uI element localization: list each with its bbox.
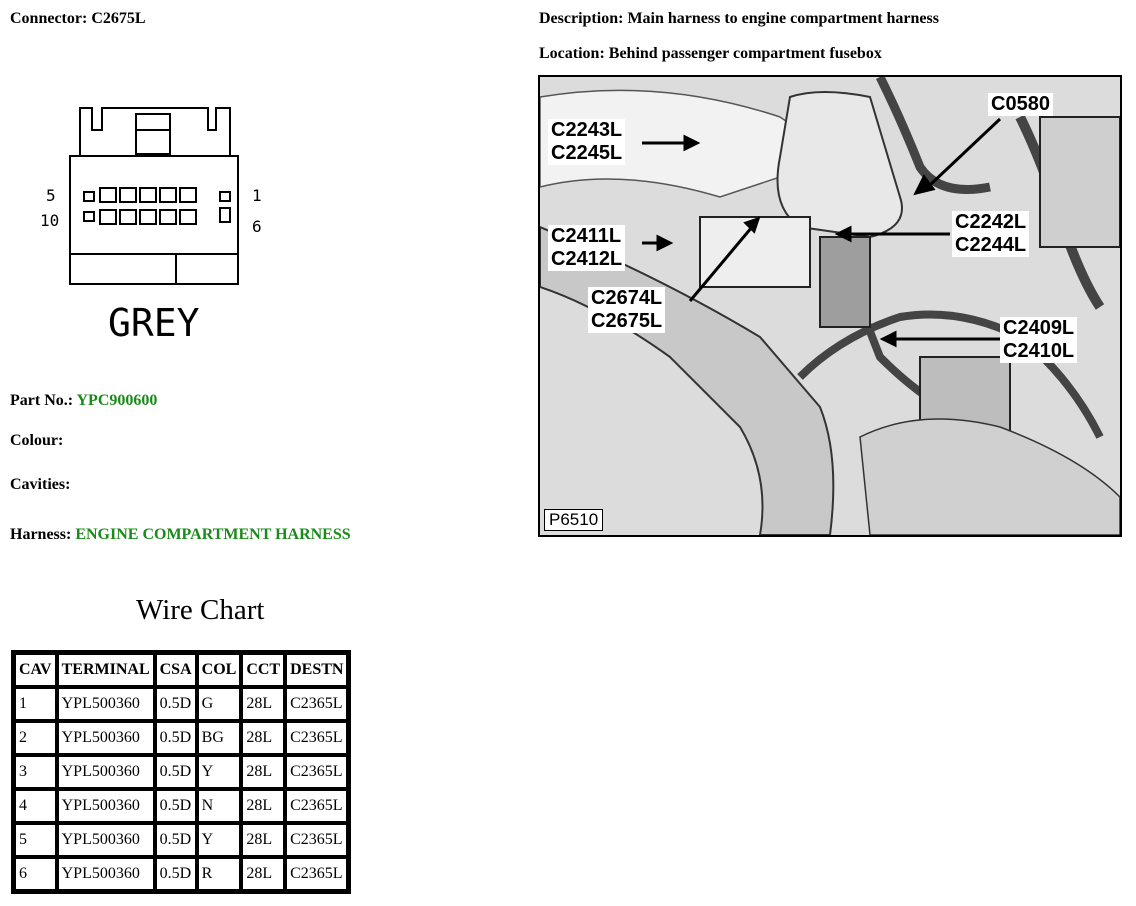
pin-label-1: 1 <box>252 186 262 205</box>
table-row <box>14 857 348 891</box>
part-no-label: Part No.: <box>10 392 74 409</box>
pin-label-5: 5 <box>46 186 56 205</box>
table-row <box>14 823 348 857</box>
header-csa: CSA <box>155 653 197 687</box>
cavity-row-bottom <box>100 210 196 224</box>
callout-text: C2245L <box>551 142 623 164</box>
cell-cav: 3 <box>14 755 57 789</box>
cell-csa: 0.5D <box>155 857 197 891</box>
callout-c2411l-c2412l <box>548 225 625 271</box>
header-col: COL <box>197 653 242 687</box>
cell-csa: 0.5D <box>155 789 197 823</box>
cell-terminal: YPL500360 <box>57 687 155 721</box>
pin-label-10: 10 <box>40 211 60 230</box>
callout-text: C2409L <box>1003 317 1075 339</box>
callout-text: C2243L <box>551 119 623 141</box>
callout-c0580 <box>988 93 1053 116</box>
pin-label-6: 6 <box>252 217 262 236</box>
cell-csa: 0.5D <box>155 755 197 789</box>
harness-link[interactable]: ENGINE COMPARTMENT HARNESS <box>75 526 351 543</box>
cell-csa: 0.5D <box>155 721 197 755</box>
cell-cct: 28L <box>241 857 285 891</box>
location-value: Behind passenger compartment fusebox <box>608 45 882 62</box>
cell-cct: 28L <box>241 755 285 789</box>
colour-text: GREY <box>108 301 200 345</box>
cell-col: G <box>197 687 242 721</box>
cell-terminal: YPL500360 <box>57 857 155 891</box>
cell-terminal: YPL500360 <box>57 721 155 755</box>
header-destn: DESTN <box>285 653 348 687</box>
wire-chart-table <box>11 650 351 894</box>
cell-cct: 28L <box>241 823 285 857</box>
header-cct: CCT <box>241 653 285 687</box>
table-header-row <box>14 653 348 687</box>
cell-terminal: YPL500360 <box>57 823 155 857</box>
cell-cav: 5 <box>14 823 57 857</box>
cell-col: Y <box>197 823 242 857</box>
callout-text: C2674L <box>591 287 663 309</box>
cell-destn: C2365L <box>285 823 348 857</box>
description-label: Description: <box>539 10 624 27</box>
callout-text: C0580 <box>991 93 1050 115</box>
colour-label: Colour: <box>10 432 64 449</box>
cell-col: R <box>197 857 242 891</box>
callout-text: C2675L <box>591 310 663 332</box>
cell-col: N <box>197 789 242 823</box>
connector-value: C2675L <box>91 10 146 27</box>
cell-destn: C2365L <box>285 755 348 789</box>
cell-col: BG <box>197 721 242 755</box>
wire-chart-title: Wire Chart <box>136 594 265 626</box>
table-row <box>14 755 348 789</box>
table-row <box>14 687 348 721</box>
callout-text: C2411L <box>551 225 622 247</box>
cell-cct: 28L <box>241 789 285 823</box>
cell-csa: 0.5D <box>155 687 197 721</box>
location-label: Location: <box>539 45 605 62</box>
callout-c2674l-c2675l <box>588 287 665 333</box>
cell-col: Y <box>197 755 242 789</box>
part-no-link[interactable]: YPC900600 <box>76 392 158 409</box>
harness-line <box>10 526 351 544</box>
cavity-row-top <box>100 188 196 202</box>
cavities-line <box>10 476 70 494</box>
cell-csa: 0.5D <box>155 823 197 857</box>
harness-label: Harness: <box>10 526 72 543</box>
location-photo <box>538 75 1122 537</box>
callout-c2409l-c2410l <box>1000 317 1077 363</box>
cell-cav: 4 <box>14 789 57 823</box>
cell-destn: C2365L <box>285 721 348 755</box>
location-line <box>539 45 882 63</box>
header-cav: CAV <box>14 653 57 687</box>
cell-cav: 2 <box>14 721 57 755</box>
cavities-label: Cavities: <box>10 476 71 493</box>
connector-label: Connector: <box>10 10 88 27</box>
callout-text: C2410L <box>1003 340 1075 362</box>
description-line <box>539 10 939 28</box>
cell-destn: C2365L <box>285 789 348 823</box>
connector-face-diagram <box>38 100 278 350</box>
table-row <box>14 789 348 823</box>
cell-destn: C2365L <box>285 857 348 891</box>
callout-text: C2242L <box>955 211 1027 233</box>
cell-terminal: YPL500360 <box>57 789 155 823</box>
photo-reference: P6510 <box>544 509 603 531</box>
cell-cav: 6 <box>14 857 57 891</box>
colour-line <box>10 432 63 450</box>
callout-text: C2244L <box>955 234 1027 256</box>
cell-cct: 28L <box>241 721 285 755</box>
header-terminal: TERMINAL <box>57 653 155 687</box>
callout-c2243l-c2245l <box>548 119 625 165</box>
table-row <box>14 721 348 755</box>
part-no-line <box>10 392 157 410</box>
callout-text: C2412L <box>551 248 623 270</box>
cell-cav: 1 <box>14 687 57 721</box>
connector-line <box>10 10 146 28</box>
cell-cct: 28L <box>241 687 285 721</box>
cell-terminal: YPL500360 <box>57 755 155 789</box>
callout-c2242l-c2244l <box>952 211 1029 257</box>
cell-destn: C2365L <box>285 687 348 721</box>
description-value: Main harness to engine compartment harness <box>627 10 939 27</box>
